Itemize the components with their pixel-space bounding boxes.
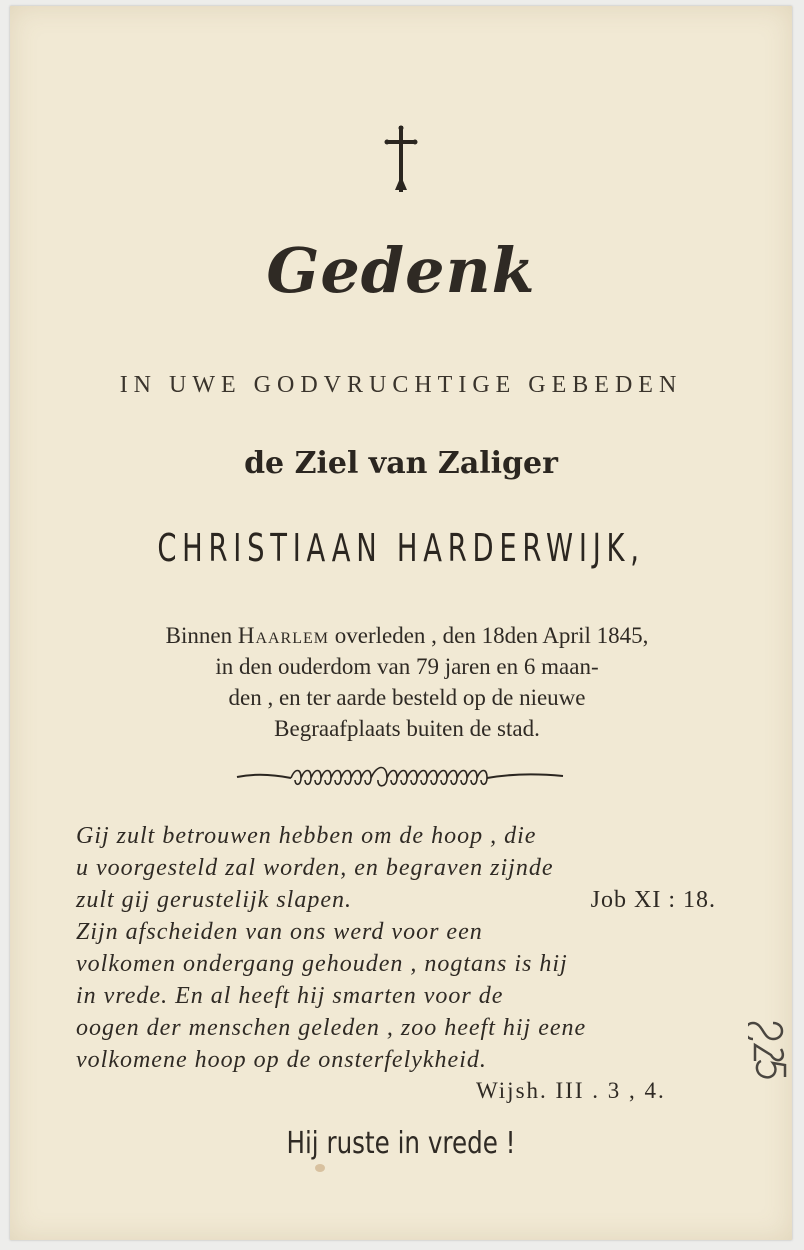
cross-icon <box>10 124 792 198</box>
verse-line: Zijn afscheiden van ons werd voor een <box>76 919 483 945</box>
prayer-line: IN UWE GODVRUCHTIGE GEBEDEN <box>119 372 683 398</box>
verse-line: u voorgesteld zal worden, en begraven zijnde <box>76 855 554 881</box>
notice-line-2: in den ouderdom van 79 jaren en 6 maan- <box>215 654 599 679</box>
deceased-name: CHRISTIAAN HARDERWIJK, <box>157 526 645 570</box>
memorial-card <box>10 6 792 1240</box>
soul-line: de Ziel van Zaliger <box>244 446 558 481</box>
handwritten-number <box>748 1008 798 1104</box>
notice-line-3: den , en ter aarde besteld op de nieuwe <box>228 685 586 710</box>
wisdom-reference: Wijsh. III . 3 , 4. <box>476 1078 666 1103</box>
verse-line: volkomene hoop op de onsterfelykheid. <box>76 1047 487 1073</box>
job-reference: Job XI : 18. <box>590 887 716 913</box>
city-name: Haarlem <box>237 623 329 648</box>
paper-stain <box>315 1164 325 1172</box>
scripture-verses <box>76 820 746 1076</box>
heading-gedenk: Gedenk <box>266 234 536 307</box>
verse-line: oogen der menschen geleden , zoo heeft hij eene <box>76 1015 587 1041</box>
death-notice-paragraph <box>72 620 742 744</box>
verse-line: volkomen ondergang gehouden , nogtans is hij <box>76 951 568 977</box>
verse-line-with-ref: zult gij gerustelijk slapen. Job XI : 18. <box>76 884 746 916</box>
notice-line-1: Binnen Haarlem overleden , den 18den April 1845, <box>165 623 649 648</box>
closing-line: Hij ruste in vrede ! <box>286 1126 516 1161</box>
verse-line: in vrede. En al heeft hij smarten voor de <box>76 983 504 1009</box>
flourish-divider <box>10 762 792 796</box>
verse-line: Gij zult betrouwen hebben om de hoop , die <box>76 823 537 849</box>
notice-line-4: Begraafplaats buiten de stad. <box>274 716 540 741</box>
